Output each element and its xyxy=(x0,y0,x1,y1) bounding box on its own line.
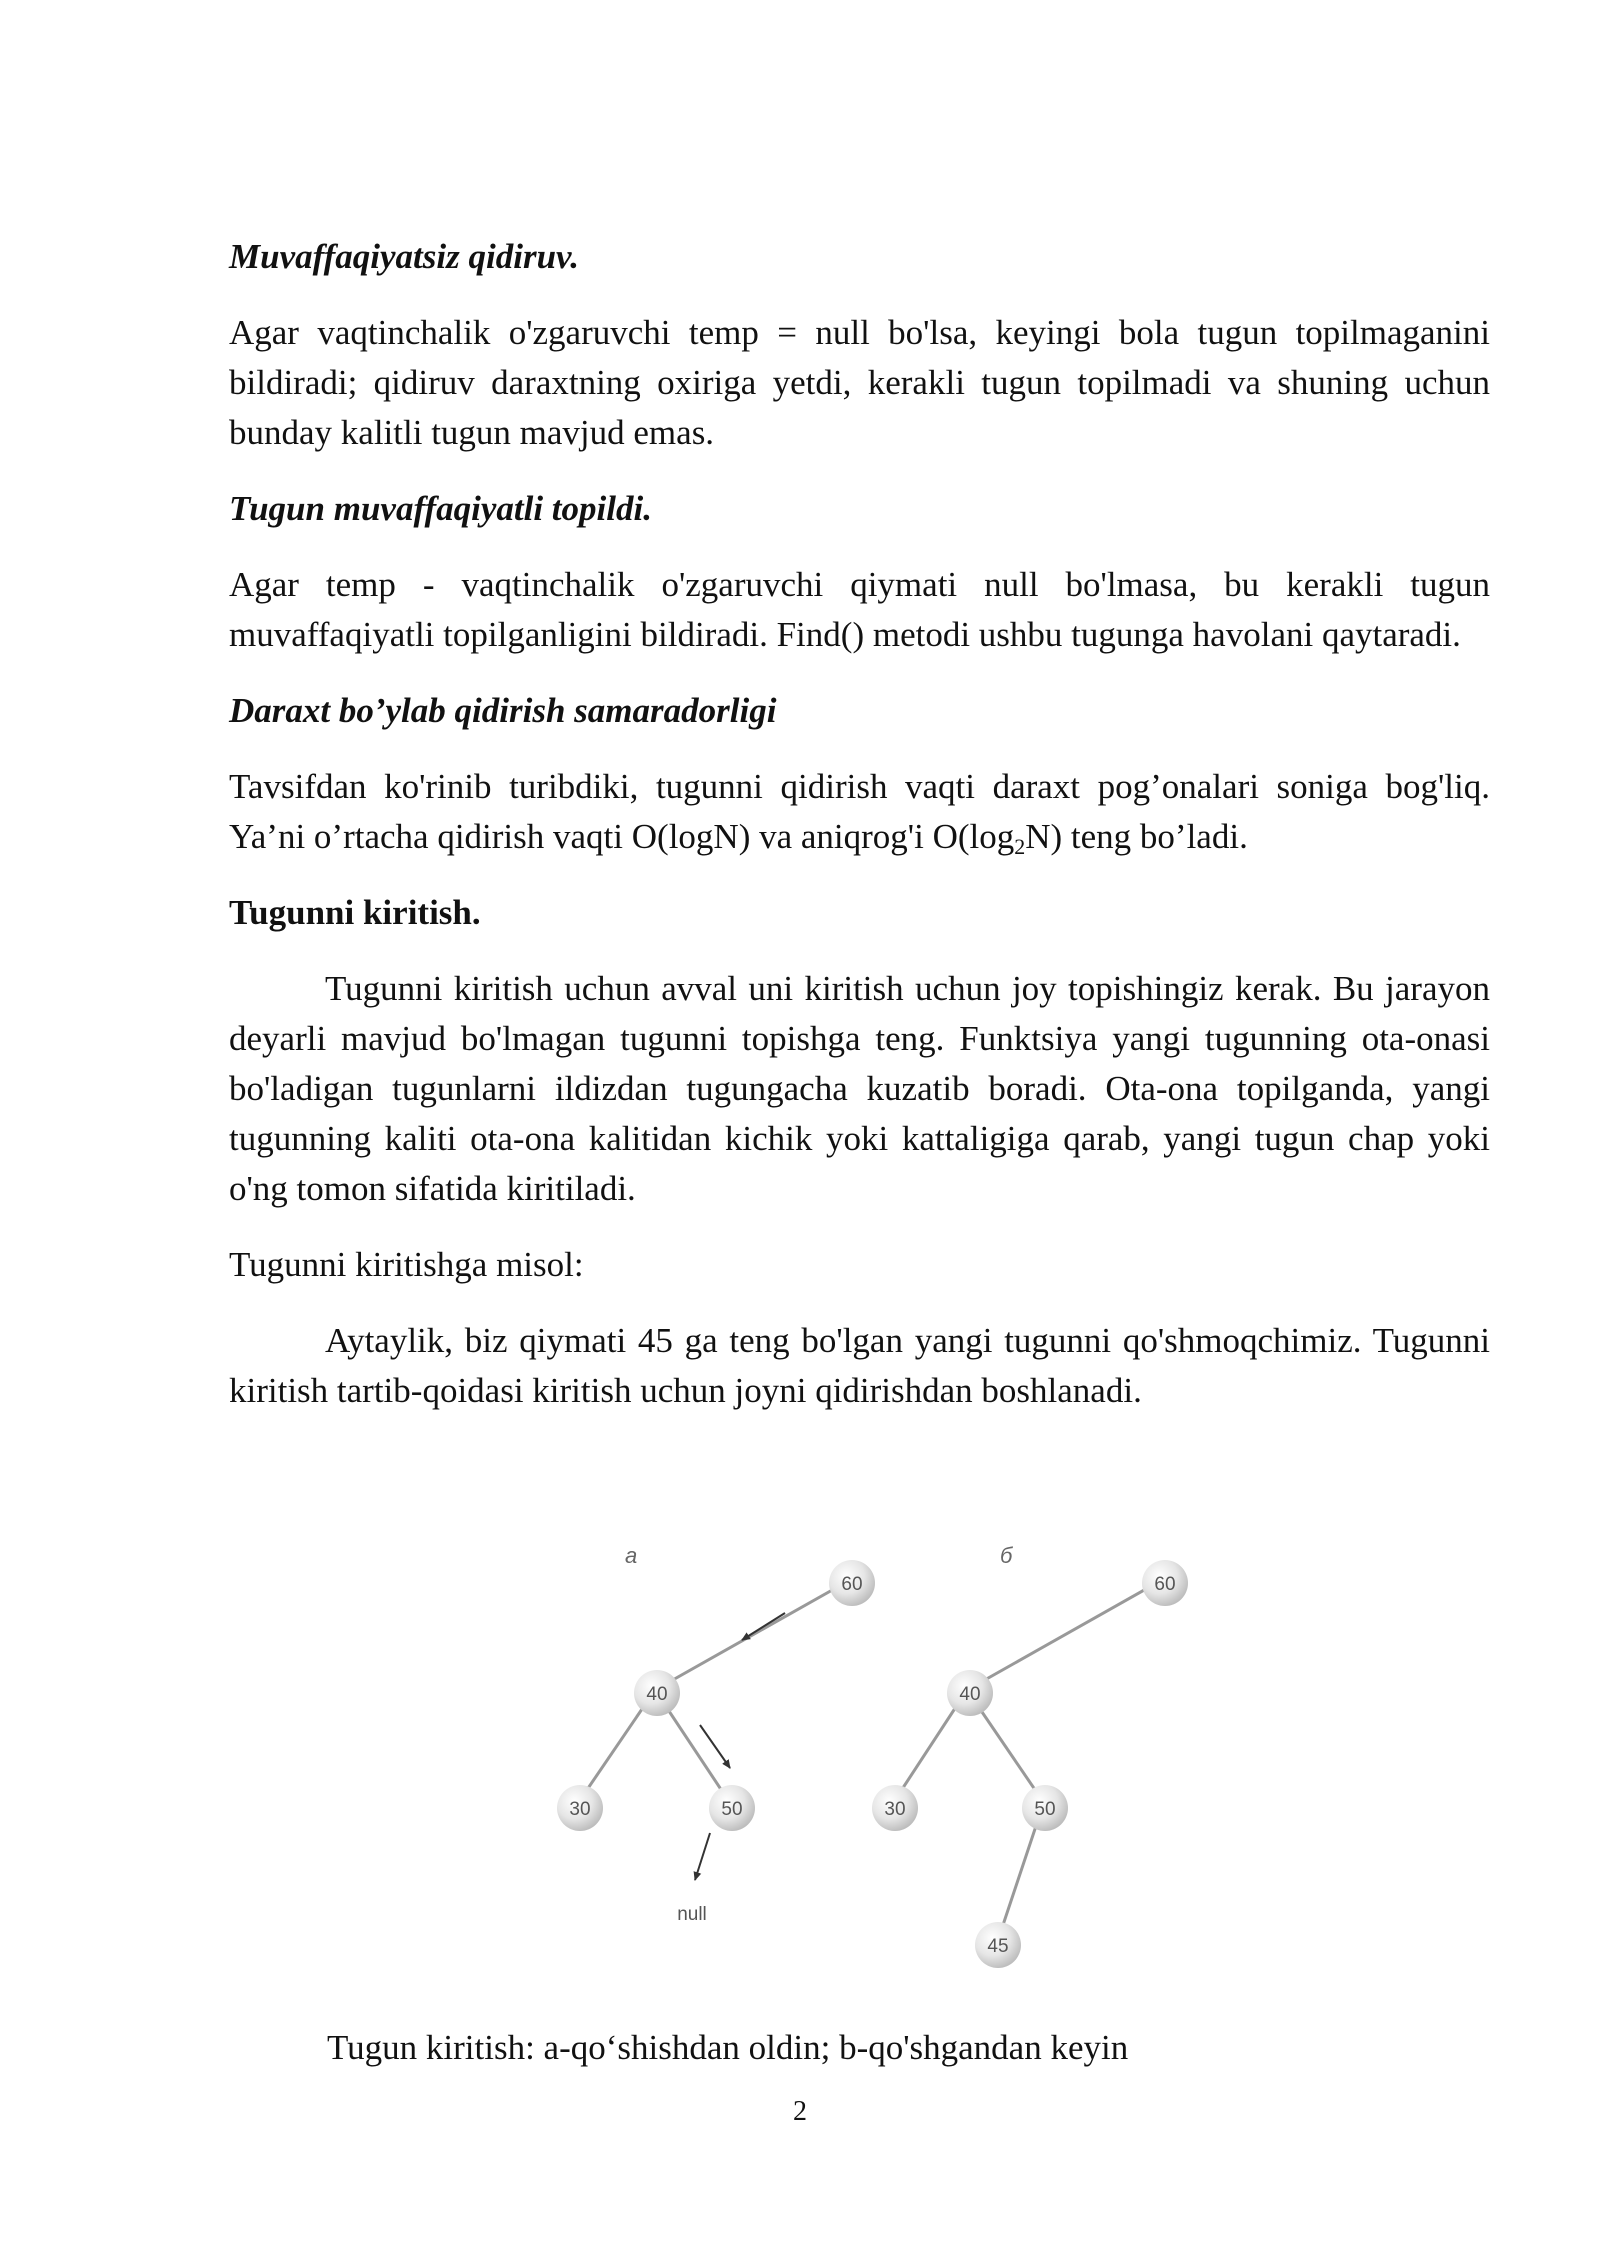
tree-insertion-figure xyxy=(0,1520,1600,1990)
search-arrow-2 xyxy=(700,1725,730,1768)
tree-b-node-45-label: 45 xyxy=(987,1936,1009,1957)
tree-a-label: a xyxy=(625,1543,638,1568)
document-body xyxy=(229,232,1490,1416)
heading-node-found: Tugun muvaffaqiyatli topildi. xyxy=(229,489,652,528)
efficiency-text-part2: N) teng bo’ladi. xyxy=(1025,817,1248,856)
tree-a-node-60-label: 60 xyxy=(841,1574,863,1595)
paragraph-node-found: Agar temp - vaqtinchalik o'zgaruvchi qiymati null bo'lmasa, bu kerakli tugun muvaffaqiyatli topilganligini bildiradi. Find() metodi ushbu tugunga havolani qaytaradi. xyxy=(229,565,1490,654)
tree-b-node-60-label: 60 xyxy=(1154,1574,1176,1595)
null-label: null xyxy=(677,1904,707,1925)
paragraph-example: Aytaylik, biz qiymati 45 ga teng bo'lgan yangi tugunni qo'shmoqchimiz. Tugunni kiritish tartib-qoidasi kiritish uchun joyni qidirishdan boshlanadi. xyxy=(229,1321,1490,1410)
log-base-subscript: 2 xyxy=(1014,834,1026,859)
example-label: Tugunni kiritishga misol: xyxy=(229,1245,584,1284)
heading-node-insertion: Tugunni kiritish. xyxy=(229,893,481,932)
search-arrow-3 xyxy=(695,1833,710,1880)
paragraph-search-efficiency xyxy=(229,762,1490,862)
tree-b-node-50-label: 50 xyxy=(1034,1799,1056,1820)
edge-a-60-40 xyxy=(655,1580,850,1690)
figure-caption: Tugun kiritish: a-qo‘shishdan oldin; b-qo'shgandan keyin xyxy=(327,2028,1129,2067)
paragraph-unsuccessful-search: Agar vaqtinchalik o'zgaruvchi temp = null bo'lsa, keyingi bola tugun topilmaganini bildiradi; qidiruv daraxtning oxiriga yetdi, kerakli tugun topilmadi va shuning uchun bunday kalitli tugun mavjud emas. xyxy=(229,313,1490,452)
tree-b-node-30-label: 30 xyxy=(884,1799,906,1820)
efficiency-text-part1: Tavsifdan ko'rinib turibdiki, tugunni qidirish vaqti daraxt pog’onalari soniga bog'liq. Ya’ni o’rtacha qidirish vaqti O(logN) va aniqrog'i O(log xyxy=(229,767,1490,856)
tree-a-node-30-label: 30 xyxy=(569,1799,591,1820)
heading-unsuccessful-search: Muvaffaqiyatsiz qidiruv. xyxy=(229,237,580,276)
tree-b-node-40-label: 40 xyxy=(959,1684,981,1705)
tree-a-node-40-label: 40 xyxy=(646,1684,668,1705)
paragraph-node-insertion: Tugunni kiritish uchun avval uni kiritish uchun joy topishingiz kerak. Bu jarayon deyarli mavjud bo'lmagan tugunni topishga teng. Funktsiya yangi tugunning ota-onasi bo'ladigan tugunlarni ildizdan tugungacha kuzatib boradi. Ota-ona topilganda, yangi tugunning kaliti ota-ona kalitidan kichik yoki kattaligiga qarab, yangi tugun chap yoki o'ng tomon sifatida kiritiladi. xyxy=(229,969,1490,1208)
edge-b-60-40 xyxy=(967,1580,1162,1690)
search-arrow-1 xyxy=(742,1613,785,1640)
page-number: 2 xyxy=(793,2096,807,2127)
heading-search-efficiency: Daraxt bo’ylab qidirish samaradorligi xyxy=(229,691,777,730)
tree-b-label: б xyxy=(1000,1543,1013,1568)
tree-diagram xyxy=(0,1520,1600,1990)
tree-b xyxy=(872,1543,1188,1968)
tree-a xyxy=(557,1543,875,1925)
tree-a-node-50-label: 50 xyxy=(721,1799,743,1820)
